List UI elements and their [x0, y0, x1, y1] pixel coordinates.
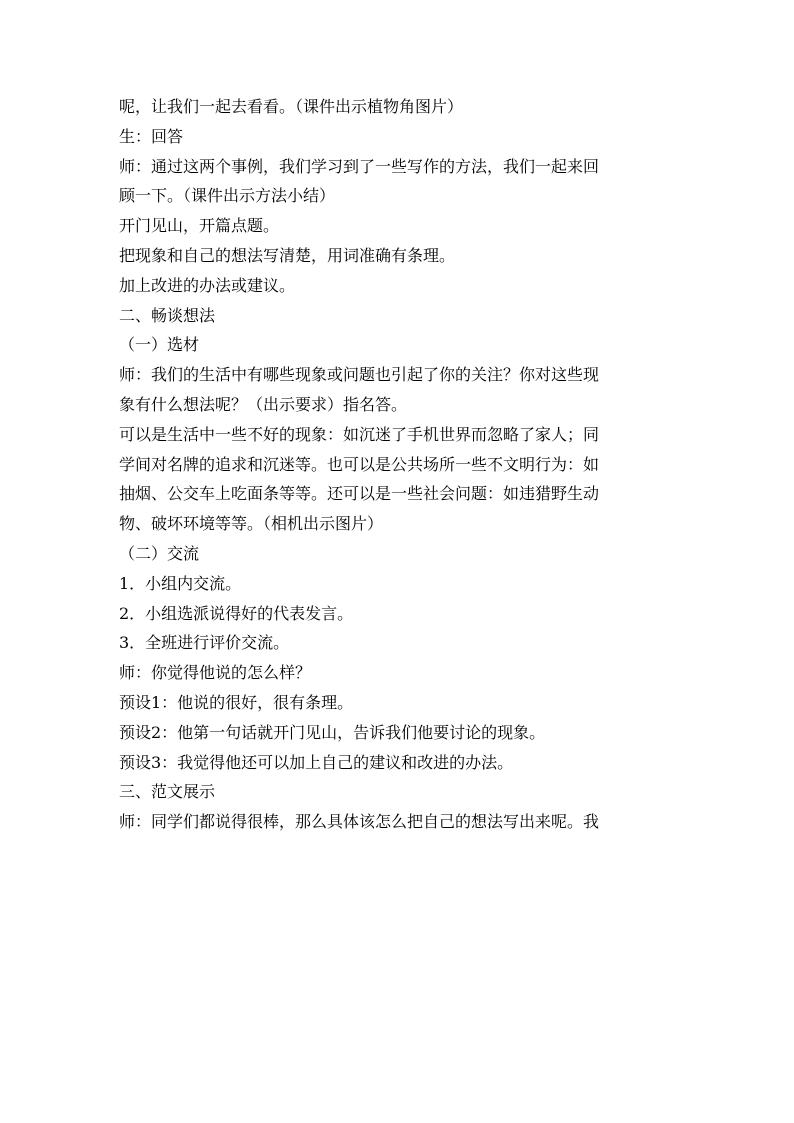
paragraph-line: 物、破坏环境等等。（相机出示图片） [119, 514, 384, 534]
paragraph-line: 师：同学们都说得很棒，那么具体该怎么把自己的想法写出来呢。我 [119, 812, 600, 832]
list-item: 3．全班进行评价交流。 [119, 633, 290, 653]
list-item: 1．小组内交流。 [119, 573, 242, 593]
paragraph-line: 顾一下。（课件出示方法小结） [119, 186, 336, 206]
paragraph-line: 可以是生活中一些不好的现象：如沉迷了手机世界而忽略了家人；同 [119, 424, 600, 444]
paragraph-line: 师：通过这两个事例，我们学习到了一些写作的方法，我们一起来回 [119, 156, 600, 176]
paragraph-line: 预设1：他说的很好，很有条理。 [119, 692, 354, 712]
paragraph-line: 预设2：他第一句话就开门见山，告诉我们他要讨论的现象。 [119, 722, 546, 742]
paragraph-line: 预设3：我觉得他还可以加上自己的建议和改进的办法。 [119, 752, 514, 772]
subsection-heading: （一）选材 [119, 335, 200, 355]
paragraph-line: 开门见山，开篇点题。 [119, 216, 280, 236]
document-body [119, 92, 679, 837]
paragraph-line: 生：回答 [119, 126, 184, 146]
paragraph-line: 象有什么想法呢？（出示要求）指名答。 [119, 394, 408, 414]
paragraph-line: 师：你觉得他说的怎么样？ [119, 663, 312, 683]
paragraph-line: 呢，让我们一起去看看。（课件出示植物角图片） [119, 97, 464, 116]
paragraph-line: 师：我们的生活中有哪些现象或问题也引起了你的关注？你对这些现 [119, 365, 600, 385]
subsection-heading: （二）交流 [119, 543, 200, 563]
paragraph-line: 抽烟、公交车上吃面条等等。还可以是一些社会问题：如违猎野生动 [119, 484, 600, 504]
section-heading: 三、范文展示 [119, 782, 216, 802]
paragraph-line: 学间对名牌的追求和沉迷等。也可以是公共场所一些不文明行为：如 [119, 454, 600, 474]
section-heading: 二、畅谈想法 [119, 305, 216, 325]
paragraph-line: 把现象和自己的想法写清楚，用词准确有条理。 [119, 245, 456, 265]
paragraph-line: 加上改进的办法或建议。 [119, 275, 296, 295]
list-item: 2．小组选派说得好的代表发言。 [119, 603, 354, 623]
